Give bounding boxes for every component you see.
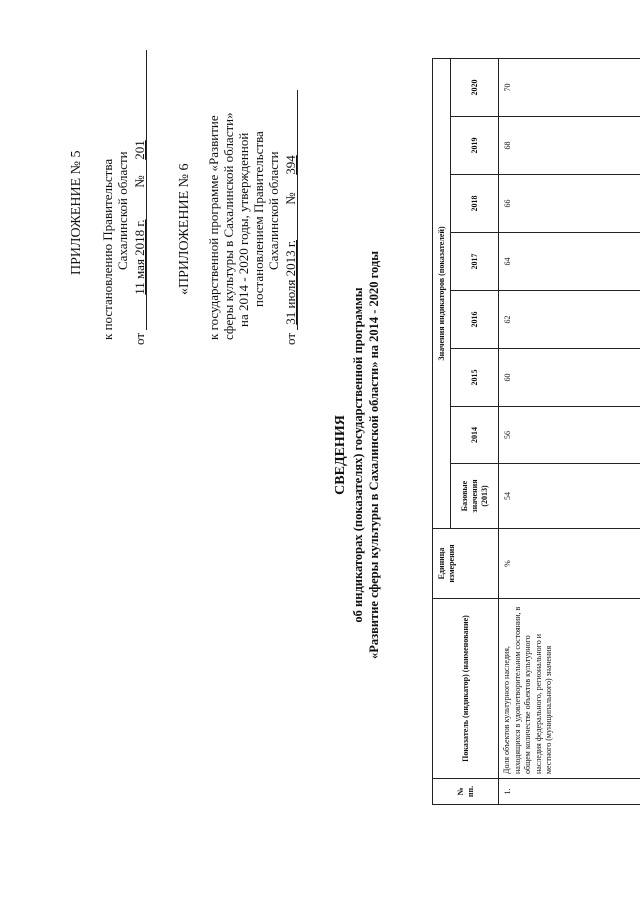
appendix-5-date-row [132,25,147,345]
header-unit: Единица измерения [433,529,499,599]
appendix-6-line2: сферы культуры в Сахалинской области» [221,112,236,340]
table-row [499,58,640,804]
appendix-5-num-prefix: № [132,175,147,188]
header-name: Показатель (индикатор) (наименование) [433,599,499,779]
header-year: 2014 [451,407,499,464]
appendix-5-num: 201 [132,140,147,160]
appendix-6-line4: постановлением Правительства [251,131,266,307]
header-year: 2019 [451,117,499,175]
row-value: 56 [499,407,640,464]
appendix-6-date-line [283,90,298,330]
row-base: 54 [499,464,640,529]
row-value: 66 [499,175,640,233]
header-year: 2017 [451,233,499,291]
appendix-5-title: ПРИЛОЖЕНИЕ № 5 [69,150,84,275]
document-heading [332,105,382,805]
row-unit: % [499,529,640,599]
appendix-5-line2: Сахалинской области [115,151,130,270]
indicators-table [432,58,640,805]
appendix-5-date-line [132,50,147,330]
header-year: 2018 [451,175,499,233]
appendix-5-date: 11 мая 2018 г. [132,219,147,295]
appendix-6-title: «ПРИЛОЖЕНИЕ № 6 [177,163,192,295]
header-year: 2020 [451,58,499,116]
header-num: № пп. [433,779,499,805]
table-header-row-1 [433,58,451,804]
appendix-6-block [176,25,298,345]
appendix-5-date-prefix: от [132,332,147,345]
header-values: Значения индикаторов (показателей) [433,58,451,528]
row-num: 1. [499,779,640,805]
row-value: 64 [499,233,640,291]
appendix-6-date-row [283,25,298,345]
appendix-6-date: 31 июля 2013 г. [283,240,298,325]
row-value: 62 [499,291,640,349]
appendix-5-line1: к постановлению Правительства [100,158,115,340]
row-value: 70 [499,58,640,116]
appendix-6-num-prefix: № [283,192,298,205]
row-value: 68 [499,117,640,175]
header-base: Базовые значения (2013) [451,464,499,529]
appendix-6-line5: Сахалинской области [266,151,281,270]
header-year: 2015 [451,349,499,407]
header-year: 2016 [451,291,499,349]
appendix-6-line1: к государственной программе «Развитие [206,115,221,340]
row-name: Доля объектов культурного наследия, находящихся в удовлетворительном состоянии, в общем количестве объектов культурного наследия федерального, регионального и местного (муниципального) значения [499,599,640,779]
appendix-6-line3: на 2014 - 2020 годы, утвержденной [236,132,251,327]
heading-line2: «Развитие сферы культуры в Сахалинской области» на 2014 - 2020 годы [367,250,381,660]
heading-line1: об индикаторах (показателях) государственной программы [351,287,365,623]
appendix-6-num: 394 [283,155,298,175]
heading-title: СВЕДЕНИЯ [333,415,348,495]
row-value: 60 [499,349,640,407]
appendix-5-block [68,25,147,345]
appendix-6-date-prefix: от [283,332,298,345]
